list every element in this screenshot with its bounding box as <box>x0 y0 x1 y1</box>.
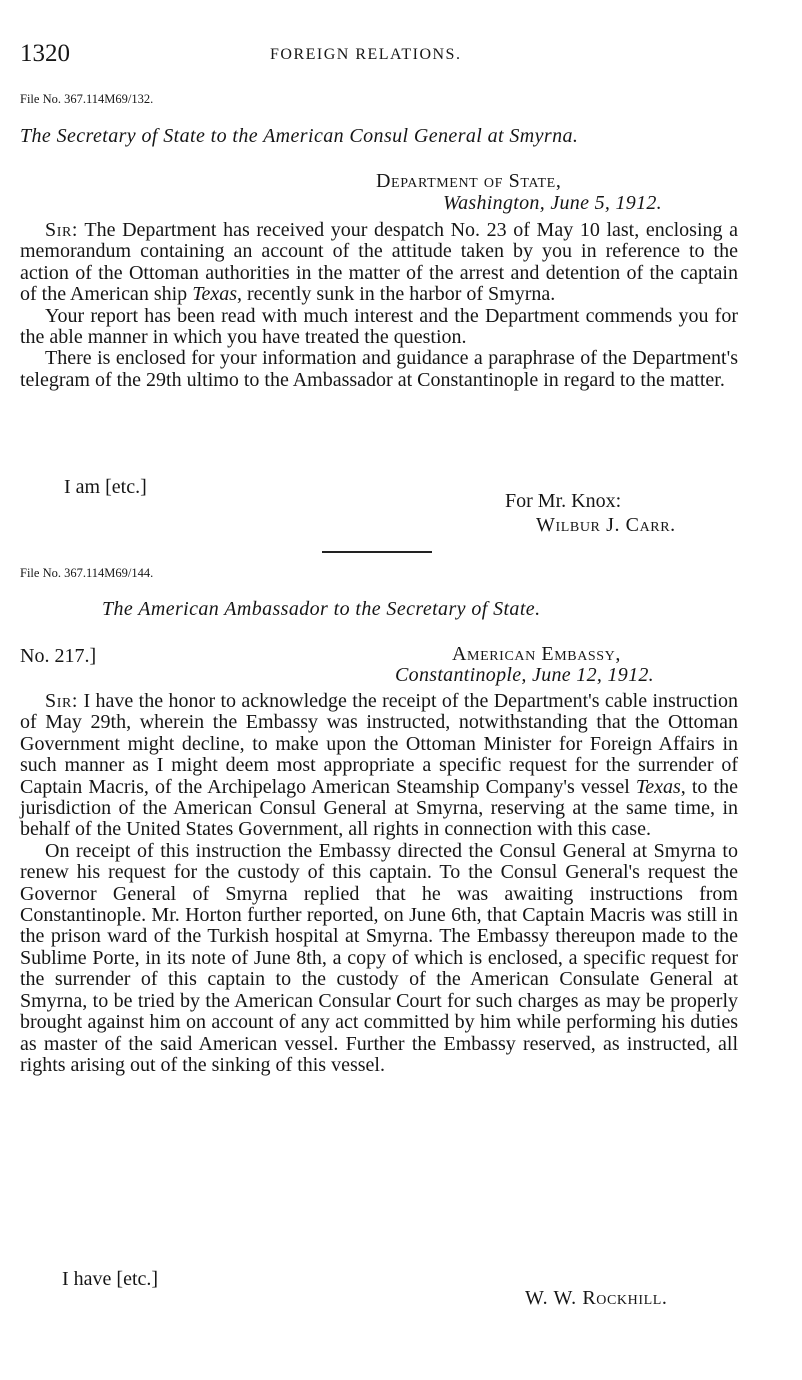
letter2-paragraph-2: On receipt of this instruction the Embassy directed the Consul General at Smyrna to renew his request for the custody of this captain. To the Consul General's request the Governor General of Smyrna replied that he was awaiting instructions from Constantinople. Mr. Horton further reported, on June 6th, that Captain Macris was still in the prison ward of the Turkish hospital at Smyrna. The Embassy thereupon made to the Sublime Porte, in its note of June 8th, a copy of which is enclosed, a specific request for the surrender of this captain to the custody of the American Consulate General at Smyrna, to be tried by the American Consular Court for such charges as may be properly brought against him on account of any act committed by him while performing his duties as master of the said American vessel. Further the Embassy reserved, as instructed, all rights arising out of the sinking of this vessel. <box>20 839 738 1076</box>
letter1-body <box>20 220 738 391</box>
page-number: 1320 <box>20 40 70 67</box>
section-divider <box>322 551 432 553</box>
letter1-para1-text-b: , recently sunk in the harbor of Smyrna. <box>237 283 556 306</box>
letter2-dateline-place: American Embassy, <box>452 643 621 665</box>
letter1-dateline-date: Washington, June 5, 1912. <box>443 192 662 214</box>
letter1-salutation: Sir: <box>45 219 79 241</box>
file-number-2: File No. 367.114M69/144. <box>20 566 154 580</box>
letter2-body <box>20 691 738 1076</box>
letter1-para1-text-a: The Department has received your despatch No. 23 of May 10 last, enclosing a memorandum containing an account of the attitude taken by you in reference to the action of the Ottoman authorities in the matter of the arrest and detention of the captain of the American ship <box>20 219 738 306</box>
letter2-paragraph-1 <box>20 691 738 841</box>
file-number-1: File No. 367.114M69/132. <box>20 92 154 106</box>
letter2-signature-name: W. W. Rockhill. <box>525 1287 668 1309</box>
letter1-paragraph-1 <box>20 220 738 306</box>
letter2-dateline-date: Constantinople, June 12, 1912. <box>395 664 654 686</box>
letter1-dateline-place: Department of State, <box>376 170 562 192</box>
letter2-ship-name: Texas <box>635 775 681 798</box>
letter1-paragraph-2: Your report has been read with much interest and the Department commends you for the able manner in which you have treated the question. <box>20 304 738 349</box>
letter2-heading: The American Ambassador to the Secretary of State. <box>102 598 541 620</box>
letter1-signature-for: For Mr. Knox: <box>505 490 622 512</box>
letter1-closing: I am [etc.] <box>64 476 147 498</box>
letter1-ship-name: Texas <box>192 283 238 306</box>
letter2-para1-text-a: I have the honor to acknowledge the receipt of the Department's cable instruction of May 29th, wherein the Embassy was instructed, notwithstanding that the Ottoman Government might decline, to make upon the Ottoman Minister for Foreign Affairs in such manner as I might deem most appropriate a specific request for the surrender of Captain Macris, of the Archipelago American Steamship Company's vessel <box>20 690 738 798</box>
letter2-para1-text-b: , to the jurisdiction of the American Consul General at Smyrna, reserving at the same time, in behalf of the United States Government, all rights in connection with this case. <box>20 775 738 841</box>
running-title: FOREIGN RELATIONS. <box>270 46 462 63</box>
letter1-heading: The Secretary of State to the American Consul General at Smyrna. <box>20 125 579 147</box>
letter1-paragraph-3: There is enclosed for your information and guidance a paraphrase of the Department's telegram of the 29th ultimo to the Ambassador at Constantinople in regard to the matter. <box>20 347 738 391</box>
letter2-salutation: Sir: <box>45 690 79 712</box>
letter2-closing: I have [etc.] <box>62 1268 159 1290</box>
letter1-signature-name: Wilbur J. Carr. <box>536 514 676 536</box>
letter2-number: No. 217.] <box>20 645 97 667</box>
